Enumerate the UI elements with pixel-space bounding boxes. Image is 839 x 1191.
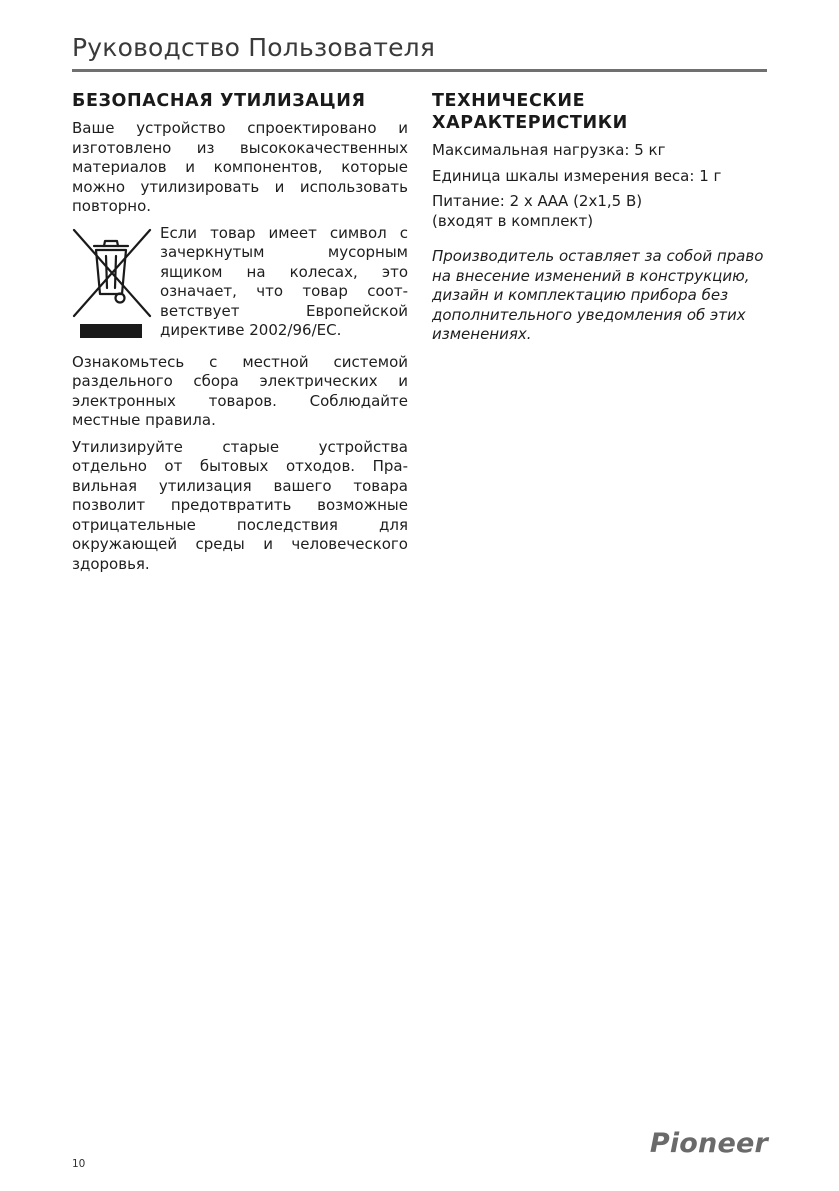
spec-max-load: Максимальная нагрузка: 5 кг — [432, 141, 666, 159]
page-number: 10 — [72, 1158, 86, 1170]
separate-disposal-paragraph: Утилизируйте старые устройства отдельно от бытовых отходов. Правильная утилизация вашего товара позволит предотвратить возможные отрицательные последствия для окружающей среды и человеческого здоровья. — [72, 437, 408, 573]
header-divider — [72, 69, 767, 72]
spec-scale-unit: Единица шкалы измерения веса: 1 г — [432, 166, 722, 185]
local-rules-paragraph: Ознакомьтесь с местной системой раздельного сбора электрических и электронных товаров. Соблюдайте местные правила. — [72, 352, 408, 429]
page-header-title: Руководство Пользователя — [72, 33, 436, 62]
manufacturer-disclaimer: Производитель оставляет за собой право на внесение изменений в конструкцию, дизайн и комплектацию прибора без дополнительного уведомления об этих изменениях. — [432, 247, 764, 343]
crossed-out-wheelie-bin-icon — [72, 226, 152, 346]
spec-power-line1: Питание: 2 х ААА (2х1,5 В) — [432, 192, 643, 210]
weee-symbol-block — [72, 224, 408, 346]
specs-section — [432, 90, 768, 351]
weee-symbol-paragraph: Если товар имеет символ с зачеркнутым мусорным ящиком на колесах, это означает, что товар соответствует Европейской директиве 2002/96/EC. — [160, 223, 408, 339]
brand-logo: Pioneer — [649, 1128, 768, 1159]
disposal-heading: БЕЗОПАСНАЯ УТИЛИЗАЦИЯ — [72, 91, 366, 111]
disposal-intro-paragraph: Ваше устройство спроектировано и изготовлено из высококачественных материалов и компонентов, которые можно утилизировать и использовать повторно. — [72, 119, 408, 215]
disposal-section — [72, 90, 408, 581]
specs-heading: ТЕХНИЧЕСКИЕ ХАРАКТЕРИСТИКИ — [432, 91, 628, 133]
spec-power — [432, 192, 768, 231]
spec-power-line2: (входят в комплект) — [432, 211, 594, 230]
